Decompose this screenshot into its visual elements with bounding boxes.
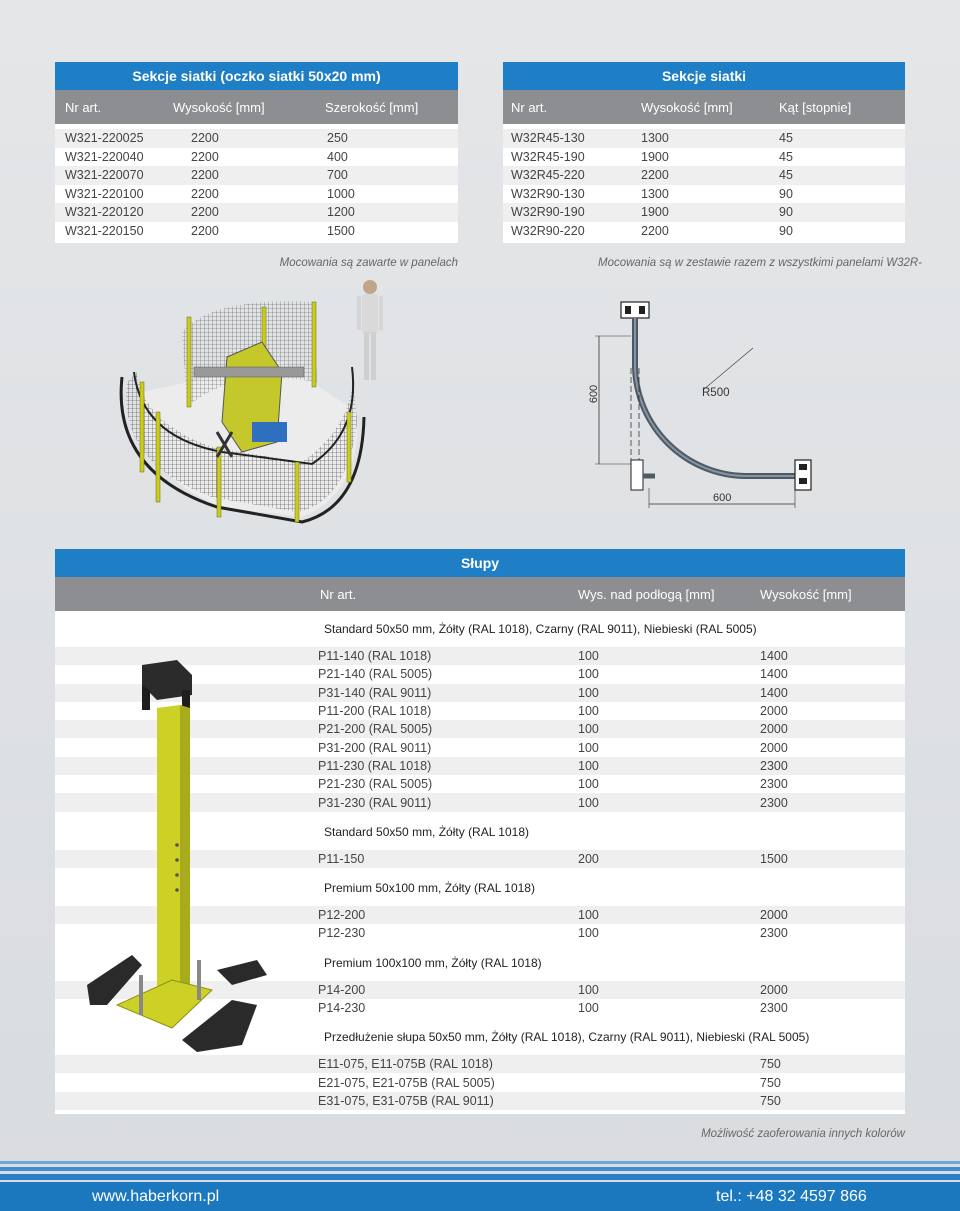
col-header: Kąt [stopnie] <box>779 99 852 115</box>
table-cell: 2200 <box>191 223 219 238</box>
table-cell: 100 <box>578 982 599 997</box>
table-cell: 2200 <box>641 223 669 238</box>
table-cell: 250 <box>327 131 348 146</box>
table-cell: 2200 <box>641 168 669 183</box>
group-spacer <box>55 1110 905 1114</box>
table-row <box>503 129 905 148</box>
table-cell: 200 <box>578 851 599 866</box>
table-cell: W321-220025 <box>65 131 144 146</box>
table-cell: 2300 <box>760 1001 788 1015</box>
col-header: Wysokość [mm] <box>641 99 733 115</box>
table-cell: P14-230 <box>318 1001 366 1015</box>
table-row <box>55 203 458 222</box>
table-row <box>55 1092 905 1110</box>
table-row <box>55 1073 905 1091</box>
table-row <box>503 166 905 185</box>
table-cell: 100 <box>578 722 599 737</box>
table-header <box>503 90 905 124</box>
grid-sections-table <box>55 62 458 269</box>
table-note: Mocowania są w zestawie razem z wszystkimi panelami W32R- <box>598 257 923 269</box>
col-header: Nr art. <box>511 99 548 115</box>
table-cell: 700 <box>327 168 348 183</box>
col-header: Wysokość [mm] <box>173 99 265 115</box>
table-cell: 750 <box>760 1057 781 1072</box>
table-cell: W321-220100 <box>65 186 144 201</box>
table-cell: 2000 <box>760 722 788 737</box>
table-cell: P11-140 (RAL 1018) <box>318 649 432 664</box>
table-cell: 100 <box>578 1001 599 1015</box>
table-cell: 1400 <box>760 649 788 664</box>
curved-section-drawing <box>585 288 830 510</box>
table-row <box>55 185 458 204</box>
table-cell: 100 <box>578 704 599 719</box>
table-cell: 2000 <box>760 908 788 923</box>
table-cell: 100 <box>578 908 599 923</box>
table-cell: P31-200 (RAL 9011) <box>318 740 432 755</box>
table-cell: 2200 <box>191 168 219 183</box>
phone-number: tel.: +48 32 4597 866 <box>716 1188 867 1205</box>
table-cell: P21-140 (RAL 5005) <box>318 667 433 682</box>
table-cell: 2200 <box>191 131 219 146</box>
table-cell: 2300 <box>760 777 788 792</box>
table-cell: P11-230 (RAL 1018) <box>318 758 432 773</box>
col-header: Nr art. <box>65 99 102 115</box>
table-cell: W321-220150 <box>65 223 144 238</box>
table-row <box>55 129 458 148</box>
footer-stripes <box>0 1157 960 1182</box>
table-cell: 1300 <box>641 186 669 201</box>
footer-bar <box>0 1182 960 1211</box>
group-label: Standard 50x50 mm, Żółty (RAL 1018), Czarny (RAL 9011), Niebieski (RAL 5005) <box>55 611 905 647</box>
col-header: Szerokość [mm] <box>325 99 419 115</box>
table-note: Mocowania są zawarte w panelach <box>279 257 458 269</box>
table-cell: P31-230 (RAL 9011) <box>318 795 432 810</box>
fence-enclosure-illustration <box>112 272 412 527</box>
table-cell: 100 <box>578 685 599 700</box>
table-cell: P11-150 <box>318 851 365 866</box>
table-cell: 100 <box>578 795 599 810</box>
table-note: Możliwość zaoferowania innych kolorów <box>701 1128 905 1141</box>
table-row <box>503 148 905 167</box>
table-cell: 1900 <box>641 205 669 220</box>
table-body <box>55 124 458 243</box>
table-cell: 2300 <box>760 795 788 810</box>
table-cell: P12-200 <box>318 908 366 923</box>
table-cell: E21-075, E21-075B (RAL 5005) <box>318 1075 495 1090</box>
table-cell: 1900 <box>641 149 669 164</box>
table-cell: P12-230 <box>318 926 366 941</box>
table-cell: 2300 <box>760 926 788 941</box>
table-cell: 100 <box>578 740 599 755</box>
col-header: Wys. nad podłogą [mm] <box>578 586 715 602</box>
table-cell: 100 <box>578 667 599 682</box>
table-cell: 45 <box>779 168 793 183</box>
table-cell: 45 <box>779 131 793 146</box>
dimension-horizontal: 600 <box>713 492 732 504</box>
table-cell: P14-200 <box>318 982 366 997</box>
col-header: Wysokość [mm] <box>760 586 852 602</box>
table-row <box>55 166 458 185</box>
table-cell: 2200 <box>191 149 219 164</box>
table-cell: W32R45-220 <box>511 168 585 183</box>
person-figure <box>357 280 383 380</box>
group-label: Premium 100x100 mm, Żółty (RAL 1018) <box>55 945 905 981</box>
table-cell: 100 <box>578 926 599 941</box>
col-header: Nr art. <box>320 586 357 602</box>
table-cell: 45 <box>779 149 793 164</box>
group-label: Przedłużenie słupa 50x50 mm, Żółty (RAL 1018), Czarny (RAL 9011), Niebieski (RAL 5005) <box>55 1019 905 1055</box>
table-cell: 400 <box>327 149 348 164</box>
table-cell: W32R90-130 <box>511 186 585 201</box>
table-title: Słupy <box>55 549 905 577</box>
group-label: Premium 50x100 mm, Żółty (RAL 1018) <box>55 870 905 906</box>
table-cell: 1200 <box>327 205 355 220</box>
table-row <box>55 148 458 167</box>
table-cell: W32R90-220 <box>511 223 585 238</box>
table-cell: 100 <box>578 649 599 664</box>
table-cell: 2300 <box>760 758 788 773</box>
table-cell: W321-220120 <box>65 205 144 220</box>
table-cell: 90 <box>779 205 793 220</box>
post-illustration <box>82 660 282 1055</box>
table-cell: W32R90-190 <box>511 205 585 220</box>
table-cell: E11-075, E11-075B (RAL 1018) <box>318 1057 493 1072</box>
table-cell: 100 <box>578 777 599 792</box>
dimension-radius: R500 <box>702 387 730 399</box>
table-cell: 2200 <box>191 205 219 220</box>
table-row <box>55 222 458 241</box>
table-cell: P11-200 (RAL 1018) <box>318 704 432 719</box>
grid-sections-curved-table <box>503 62 923 269</box>
table-cell: 750 <box>760 1093 781 1108</box>
table-cell: P21-200 (RAL 5005) <box>318 722 433 737</box>
table-row <box>503 185 905 204</box>
table-header <box>55 577 905 611</box>
table-cell: 2000 <box>760 740 788 755</box>
table-cell: 2000 <box>760 982 788 997</box>
table-cell: W321-220040 <box>65 149 144 164</box>
table-cell: W321-220070 <box>65 168 144 183</box>
table-row <box>503 203 905 222</box>
dimension-vertical: 600 <box>588 384 601 404</box>
table-title: Sekcje siatki (oczko siatki 50x20 mm) <box>55 62 458 90</box>
table-cell: 100 <box>578 758 599 773</box>
table-cell: 2000 <box>760 704 788 719</box>
table-body <box>503 124 905 243</box>
table-cell: W32R45-130 <box>511 131 585 146</box>
table-cell: 2200 <box>191 186 219 201</box>
table-header <box>55 90 458 124</box>
table-cell: 1300 <box>641 131 669 146</box>
table-cell: 90 <box>779 223 793 238</box>
table-cell: 1400 <box>760 685 788 700</box>
table-cell: P31-140 (RAL 9011) <box>318 685 432 700</box>
table-cell: 750 <box>760 1075 781 1090</box>
table-cell: W32R45-190 <box>511 149 585 164</box>
website-link[interactable]: www.haberkorn.pl <box>92 1188 220 1205</box>
group-label: Standard 50x50 mm, Żółty (RAL 1018) <box>55 814 905 850</box>
table-cell: 1000 <box>327 186 355 201</box>
table-cell: 1400 <box>760 667 788 682</box>
table-cell: P21-230 (RAL 5005) <box>318 777 433 792</box>
table-cell: 90 <box>779 186 793 201</box>
table-row <box>503 222 905 241</box>
table-cell: 1500 <box>760 851 788 866</box>
table-row <box>55 1055 905 1073</box>
table-cell: E31-075, E31-075B (RAL 9011) <box>318 1093 494 1108</box>
table-cell: 1500 <box>327 223 355 238</box>
table-title: Sekcje siatki <box>503 62 905 90</box>
